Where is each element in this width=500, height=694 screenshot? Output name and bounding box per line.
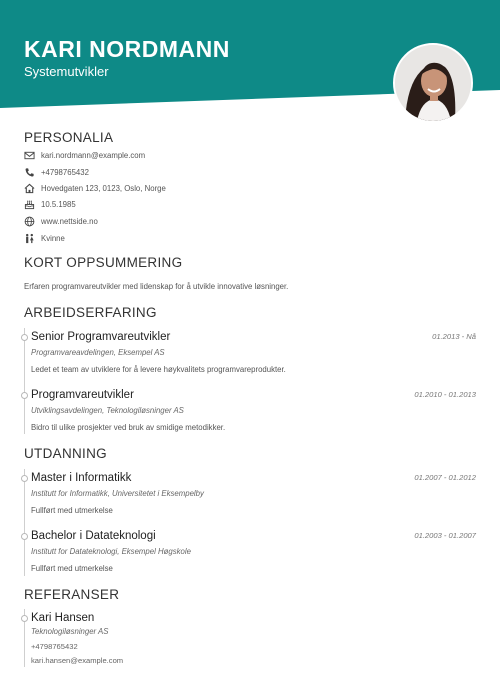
section-heading-experience: ARBEIDSERFARING: [24, 305, 157, 320]
contact-email: [24, 148, 145, 162]
timeline-dot: [21, 615, 28, 622]
reference-org: Teknologiløsninger AS: [31, 627, 109, 636]
education-entry-title: Master i Informatikk: [31, 472, 132, 484]
experience-entry-desc: Bidro til ulike prosjekter ved bruk av smidige metodikker.: [31, 423, 226, 432]
education-entry-desc: Fullført med utmerkelse: [31, 506, 113, 515]
contact-gender-text: Kvinne: [41, 233, 65, 243]
mail-icon: [24, 150, 35, 161]
job-title: Systemutvikler: [24, 64, 109, 79]
contact-address: [24, 181, 166, 195]
experience-entry-org: Programvareavdelingen, Eksempel AS: [31, 348, 165, 357]
home-icon: [24, 183, 35, 194]
experience-timeline-line: [24, 328, 25, 434]
experience-entry-title: Senior Programvareutvikler: [31, 331, 171, 343]
experience-entry-date: 01.2010 - 01.2013: [414, 390, 476, 399]
education-entry-date: 01.2007 - 01.2012: [414, 473, 476, 482]
education-timeline-line: [24, 469, 25, 576]
education-entry-desc: Fullført med utmerkelse: [31, 564, 113, 573]
contact-address-text: Hovedgaten 123, 0123, Oslo, Norge: [41, 183, 166, 193]
education-entry-org: Institutt for Datateknologi, Eksempel Høgskole: [31, 547, 191, 556]
section-heading-personalia: PERSONALIA: [24, 130, 114, 145]
timeline-dot: [21, 334, 28, 341]
phone-icon: [24, 167, 35, 178]
experience-entry-org: Utviklingsavdelingen, Teknologiløsninger AS: [31, 406, 184, 415]
cake-icon: [24, 199, 35, 210]
contact-phone: [24, 165, 89, 179]
contact-email-text: kari.nordmann@example.com: [41, 150, 146, 160]
contact-gender: [24, 231, 65, 245]
profile-photo: [393, 43, 473, 123]
person-name: KARI NORDMANN: [24, 36, 230, 62]
experience-entry-desc: Ledet et team av utviklere for å levere høykvalitets programvareprodukter.: [31, 365, 286, 374]
timeline-dot: [21, 392, 28, 399]
contact-birthdate-text: 10.5.1985: [41, 199, 76, 209]
contact-website: [24, 214, 98, 228]
experience-entry-title: Programvareutvikler: [31, 389, 134, 401]
section-heading-education: UTDANNING: [24, 446, 107, 461]
globe-icon: [24, 216, 35, 227]
section-heading-references: REFERANSER: [24, 587, 120, 602]
contact-website-text: www.nettside.no: [41, 216, 98, 226]
reference-email: kari.hansen@example.com: [31, 656, 124, 665]
timeline-dot: [21, 533, 28, 540]
education-entry-org: Institutt for Informatikk, Universitetet i Eksempelby: [31, 489, 204, 498]
reference-name: Kari Hansen: [31, 612, 95, 624]
gender-icon: [24, 233, 35, 244]
education-entry-date: 01.2003 - 01.2007: [414, 531, 476, 540]
timeline-dot: [21, 475, 28, 482]
contact-phone-text: +4798765432: [41, 167, 89, 177]
experience-entry-date: 01.2013 - Nå: [432, 332, 476, 341]
summary-text: Erfaren programvareutvikler med lidenskap for å utvikle innovative løsninger.: [24, 282, 289, 291]
section-heading-summary: KORT OPPSUMMERING: [24, 255, 183, 270]
reference-phone: +4798765432: [31, 642, 78, 651]
contact-birthdate: [24, 197, 76, 211]
education-entry-title: Bachelor i Datateknologi: [31, 530, 156, 542]
header-banner: [0, 0, 500, 120]
